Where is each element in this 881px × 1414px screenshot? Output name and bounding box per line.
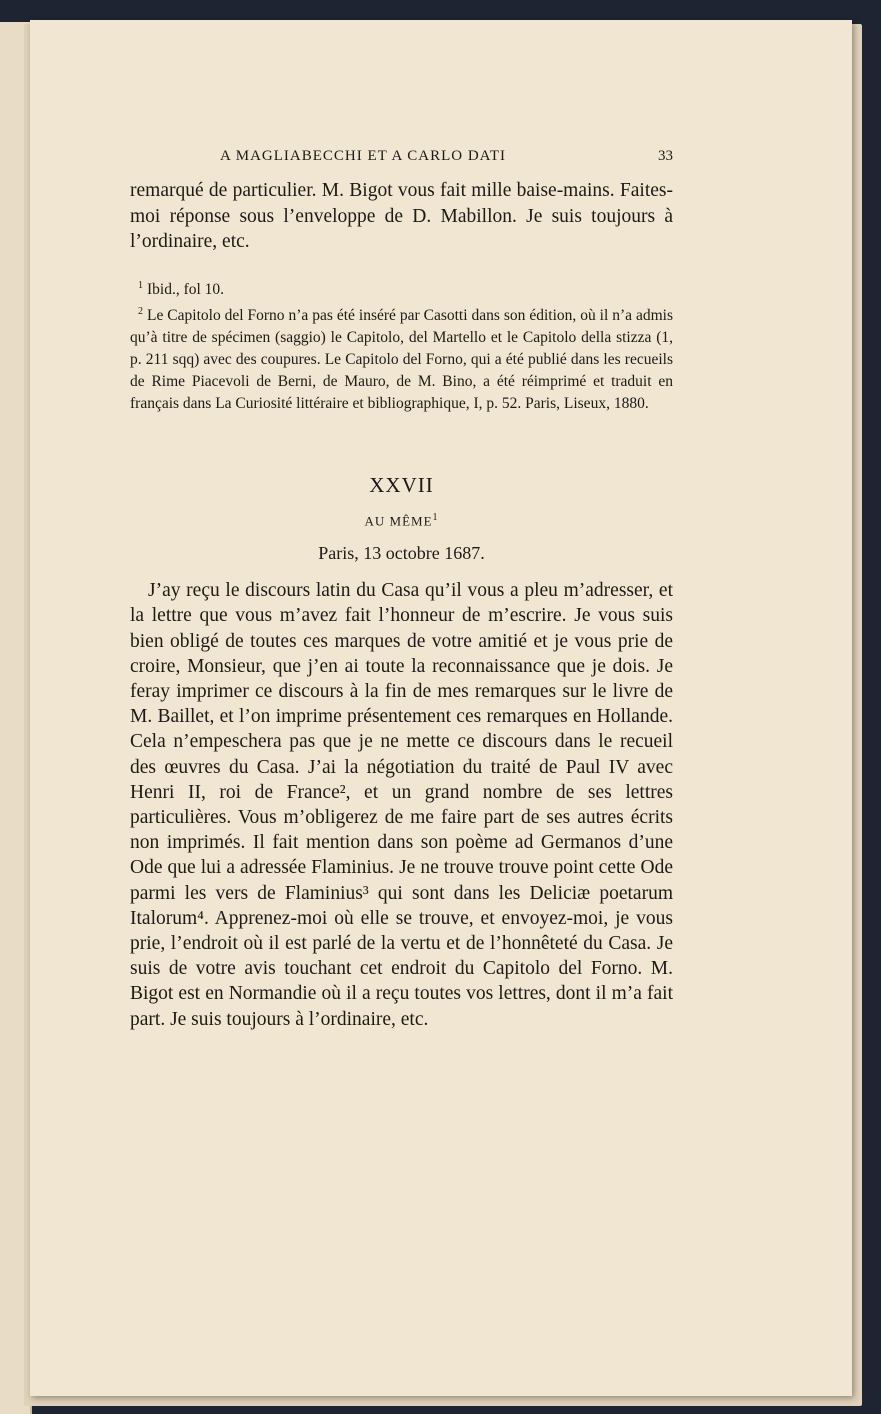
recipient-footnote-mark: 1 xyxy=(432,511,439,523)
intro-paragraph: remarqué de particulier. M. Bigot vous fait mille baise-mains. Faites-moi réponse sous l’enveloppe de D. Mabillon. Je suis toujours à l’ordinaire, etc. xyxy=(130,180,673,252)
page-number: 33 xyxy=(658,148,673,164)
footnote-1-mark: 1 xyxy=(138,279,143,291)
footnote-2 xyxy=(130,301,673,415)
letter-recipient xyxy=(130,512,673,529)
running-head-title: A MAGLIABECCHI ET A CARLO DATI xyxy=(220,148,506,164)
page-content xyxy=(130,148,673,1051)
footnote-1 xyxy=(130,275,673,301)
book-page xyxy=(30,20,852,1396)
footnotes xyxy=(130,275,673,415)
letter-dateline: Paris, 13 octobre 1687. xyxy=(318,543,485,564)
recipient-text: AU MÊME xyxy=(364,513,433,529)
footnote-2-text: Le Capitolo del Forno n’a pas été inséré par Casotti dans son édition, où il n’a admis qu’à titre de spécimen (saggio) le Capitolo, del Martello et le Capitolo della stizza (1, p. 211 sqq) avec des coupures. Le Capitolo del Forno, qui a été publié dans les recueils de Rime Piacevoli de Berni, de Mauro, de M. Bino, a été réimprimé et traduit en français dans La Curiosité littéraire et bibliographique, I, p. 52. Paris, Liseux, 1880. xyxy=(130,306,673,412)
footnote-2-mark: 2 xyxy=(138,305,143,317)
footnote-1-text: Ibid., fol 10. xyxy=(147,280,225,298)
letter-body: J’ay reçu le discours latin du Casa qu’il vous a pleu m’adresser, et la lettre que vous m’avez fait l’honneur de m’escrire. Je vous suis bien obligé de toutes ces marques de votre amitié et je vous prie de croire, Monsieur, que j’en ai toute la reconnaissance que je dois. Je feray imprimer ce discours à la fin de mes remarques sur le livre de M. Baillet, et l’on imprime présentement ces remarques en Hollande. Cela n’empeschera pas que je ne mette ce discours dans le recueil des œuvres du Casa. J’ai la négotiation du traité de Paul IV avec Henri II, roi de France², et un grand nombre de ses lettres particulières. Vous m’obligerez de me faire part de ses autres écrits non imprimés. Il fait mention dans son poème ad Germanos d’une Ode que lui a adressée Flaminius. Je ne trouve trouve point cette Ode parmi les vers de Flaminius³ qui sont dans les Deliciæ poetarum Italorum⁴. Apprenez-moi où elle se trouve, et envoyez-moi, je vous prie, l’endroit où il est parlé de la vertu et de l’honnêteté du Casa. Je suis de votre avis touchant cet endroit du Capitolo del Forno. M. Bigot est en Normandie où il a reçu toutes vos lettres, dont il m’a fait part. Je suis toujours à l’ordinaire, etc. xyxy=(130,580,673,1030)
letter-number: XXVII xyxy=(369,472,434,497)
running-head xyxy=(130,148,673,178)
